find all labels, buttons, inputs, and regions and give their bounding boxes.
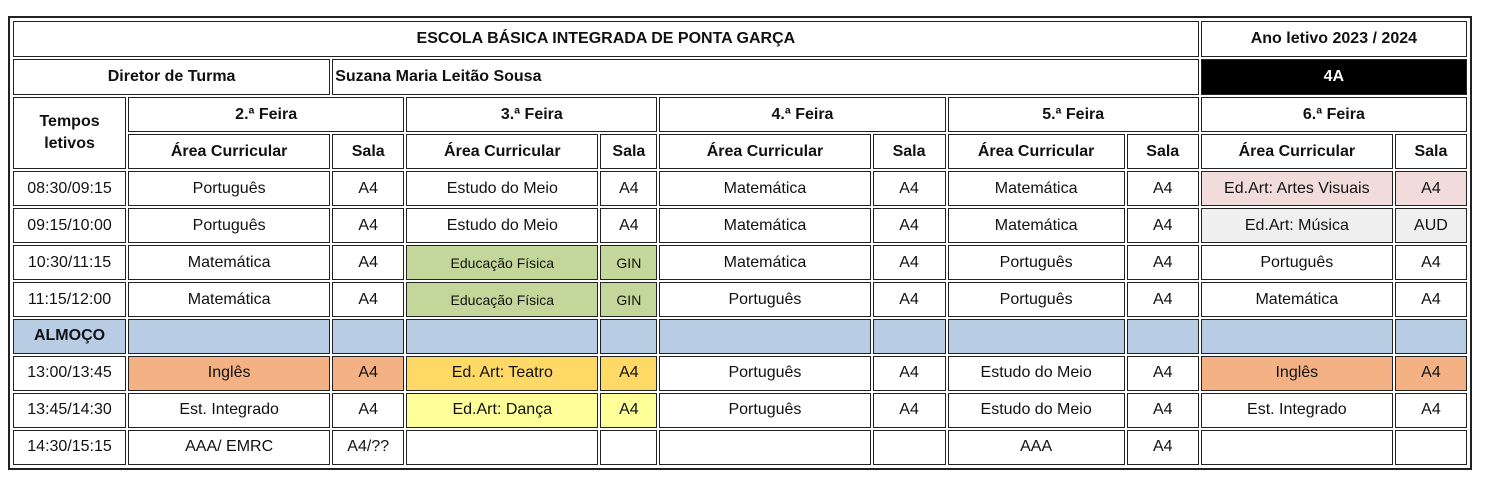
room-cell: A4 (332, 171, 404, 206)
room-cell: A4 (1127, 430, 1199, 465)
area-header: Área Curricular (948, 134, 1125, 169)
room-cell: A4 (1395, 393, 1467, 428)
room-cell: GIN (600, 282, 657, 317)
time-slot: 08:30/09:15 (13, 171, 126, 206)
subject-cell: Matemática (128, 282, 330, 317)
subject-cell: Ed.Art: Artes Visuais (1201, 171, 1393, 206)
room-cell: A4 (332, 356, 404, 391)
room-cell: A4 (332, 393, 404, 428)
subject-cell: Português (128, 171, 330, 206)
room-cell: A4 (1395, 282, 1467, 317)
room-cell: A4/?? (332, 430, 404, 465)
lunch-cell (406, 319, 598, 354)
room-cell: AUD (1395, 208, 1467, 243)
table-row (13, 430, 1467, 465)
lunch-cell (1395, 319, 1467, 354)
subject-cell: Matemática (659, 208, 870, 243)
subject-cell: Matemática (948, 171, 1125, 206)
subject-cell: Ed.Art: Música (1201, 208, 1393, 243)
subject-cell (659, 430, 870, 465)
subject-cell: Est. Integrado (1201, 393, 1393, 428)
day-header-monday: 2.ª Feira (128, 97, 404, 132)
room-cell: A4 (600, 171, 657, 206)
subject-cell: Ed. Art: Teatro (406, 356, 598, 391)
day-header-tuesday: 3.ª Feira (406, 97, 657, 132)
time-slot: 14:30/15:15 (13, 430, 126, 465)
tempos-header: Tempos letivos (13, 97, 126, 169)
subject-cell: Inglês (128, 356, 330, 391)
table-row (13, 356, 1467, 391)
sala-header: Sala (1395, 134, 1467, 169)
subject-cell: Est. Integrado (128, 393, 330, 428)
director-name: Suzana Maria Leitão Sousa (332, 59, 1199, 95)
sala-header: Sala (873, 134, 946, 169)
subject-cell: Matemática (128, 245, 330, 280)
subject-cell: Matemática (659, 171, 870, 206)
subject-cell: Português (659, 356, 870, 391)
lunch-cell (948, 319, 1125, 354)
room-cell: A4 (1395, 245, 1467, 280)
director-label: Diretor de Turma (13, 59, 330, 95)
room-cell: A4 (873, 393, 946, 428)
time-slot: 09:15/10:00 (13, 208, 126, 243)
subject-cell: Português (659, 393, 870, 428)
subject-cell: Português (948, 282, 1125, 317)
day-header-friday: 6.ª Feira (1201, 97, 1467, 132)
subject-cell: Matemática (948, 208, 1125, 243)
room-cell: A4 (1127, 208, 1199, 243)
subject-cell (1201, 430, 1393, 465)
class-badge: 4A (1201, 59, 1467, 95)
subject-cell: AAA/ EMRC (128, 430, 330, 465)
room-cell: A4 (600, 356, 657, 391)
lunch-label: ALMOÇO (13, 319, 126, 354)
subject-cell: Educação Física (406, 282, 598, 317)
time-slot: 10:30/11:15 (13, 245, 126, 280)
room-cell: A4 (600, 393, 657, 428)
table-row (13, 393, 1467, 428)
room-cell: A4 (1127, 393, 1199, 428)
subject-cell: AAA (948, 430, 1125, 465)
room-cell: A4 (1395, 356, 1467, 391)
lunch-cell (600, 319, 657, 354)
room-cell: A4 (873, 208, 946, 243)
room-cell (1395, 430, 1467, 465)
subject-cell: Matemática (659, 245, 870, 280)
subject-cell: Inglês (1201, 356, 1393, 391)
room-cell: A4 (873, 356, 946, 391)
room-cell: A4 (332, 208, 404, 243)
sala-header: Sala (332, 134, 404, 169)
subject-cell: Estudo do Meio (406, 208, 598, 243)
room-cell: A4 (1127, 171, 1199, 206)
lunch-cell (128, 319, 330, 354)
table-row (13, 208, 1467, 243)
area-header: Área Curricular (406, 134, 598, 169)
time-slot: 11:15/12:00 (13, 282, 126, 317)
table-row (13, 171, 1467, 206)
room-cell: A4 (1127, 245, 1199, 280)
table-row (13, 282, 1467, 317)
schedule-frame (8, 16, 1472, 470)
subject-cell: Estudo do Meio (948, 356, 1125, 391)
room-cell: A4 (1395, 171, 1467, 206)
room-cell: A4 (873, 245, 946, 280)
subject-cell: Educação Física (406, 245, 598, 280)
room-cell: GIN (600, 245, 657, 280)
room-cell: A4 (600, 208, 657, 243)
room-cell: A4 (332, 245, 404, 280)
sala-header: Sala (600, 134, 657, 169)
subject-cell: Ed.Art: Dança (406, 393, 598, 428)
subject-cell: Português (1201, 245, 1393, 280)
school-name: ESCOLA BÁSICA INTEGRADA DE PONTA GARÇA (13, 21, 1199, 57)
lunch-cell (1127, 319, 1199, 354)
subject-cell: Estudo do Meio (948, 393, 1125, 428)
area-header: Área Curricular (659, 134, 870, 169)
room-cell: A4 (1127, 282, 1199, 317)
lunch-cell (1201, 319, 1393, 354)
day-header-thursday: 5.ª Feira (948, 97, 1199, 132)
lunch-cell (873, 319, 946, 354)
room-cell (873, 430, 946, 465)
subject-cell: Estudo do Meio (406, 171, 598, 206)
room-cell: A4 (332, 282, 404, 317)
day-header-wednesday: 4.ª Feira (659, 97, 945, 132)
time-slot: 13:00/13:45 (13, 356, 126, 391)
subject-cell: Português (128, 208, 330, 243)
timetable (11, 19, 1469, 467)
table-row (13, 245, 1467, 280)
area-header: Área Curricular (128, 134, 330, 169)
school-year: Ano letivo 2023 / 2024 (1201, 21, 1467, 57)
lunch-cell (659, 319, 870, 354)
time-slot: 13:45/14:30 (13, 393, 126, 428)
lunch-row (13, 319, 1467, 354)
room-cell: A4 (873, 282, 946, 317)
sala-header: Sala (1127, 134, 1199, 169)
subject-cell (406, 430, 598, 465)
room-cell: A4 (1127, 356, 1199, 391)
lunch-cell (332, 319, 404, 354)
room-cell: A4 (873, 171, 946, 206)
subject-cell: Português (948, 245, 1125, 280)
room-cell (600, 430, 657, 465)
area-header: Área Curricular (1201, 134, 1393, 169)
subject-cell: Matemática (1201, 282, 1393, 317)
subject-cell: Português (659, 282, 870, 317)
